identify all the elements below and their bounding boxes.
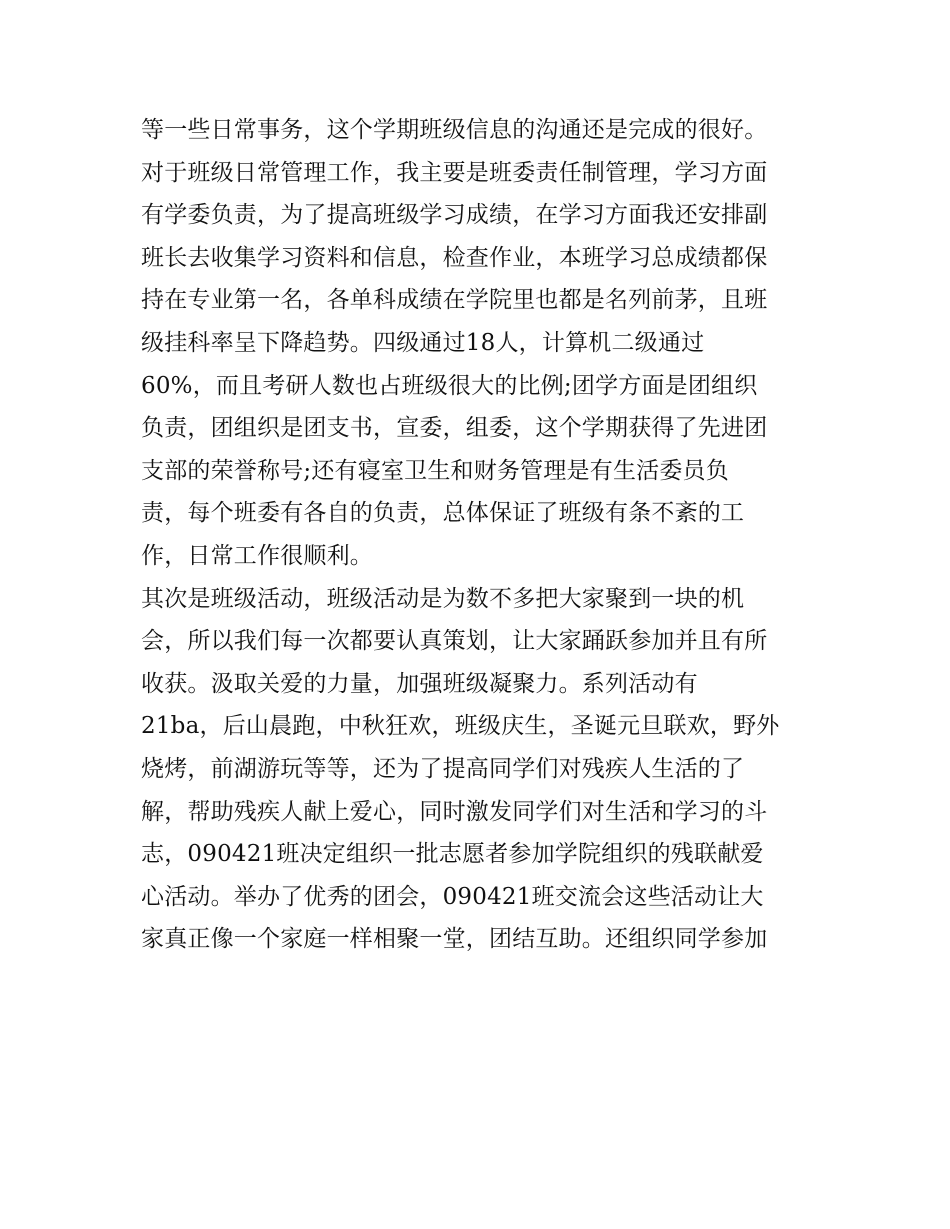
- text-line: 60%，而且考研人数也占班级很大的比例;团学方面是团组织: [141, 372, 758, 399]
- body-text: [141, 109, 821, 961]
- text-line: 收获。汲取关爱的力量，加强班级凝聚力。系列活动有: [141, 670, 698, 697]
- text-line: 班长去收集学习资料和信息，检查作业，本班学习总成绩都保: [141, 244, 768, 271]
- text-line: 21ba，后山晨跑，中秋狂欢，班级庆生，圣诞元旦联欢，野外: [141, 713, 780, 740]
- text-line: 家真正像一个家庭一样相聚一堂，团结互助。还组织同学参加: [141, 926, 768, 953]
- text-line: 责，每个班委有各自的负责，总体保证了班级有条不紊的工: [141, 500, 745, 527]
- text-line: 持在专业第一名，各单科成绩在学院里也都是名列前茅，且班: [141, 287, 768, 314]
- text-line: 解，帮助残疾人献上爱心，同时激发同学们对生活和学习的斗: [141, 798, 768, 825]
- text-line: 负责，团组织是团支书，宣委，组委，这个学期获得了先进团: [141, 415, 768, 442]
- text-line: 等一些日常事务，这个学期班级信息的沟通还是完成的很好。: [141, 117, 768, 143]
- text-line: 志，090421班决定组织一批志愿者参加学院组织的残联献爱: [141, 841, 764, 868]
- text-line: 其次是班级活动，班级活动是为数不多把大家聚到一块的机: [141, 585, 745, 612]
- text-line: 有学委负责，为了提高班级学习成绩，在学习方面我还安排副: [141, 202, 768, 229]
- text-line: 作，日常工作很顺利。: [141, 542, 373, 569]
- text-line: 心活动。举办了优秀的团会，090421班交流会这些活动让大: [141, 883, 764, 910]
- text-line: 会，所以我们每一次都要认真策划，让大家踊跃参加并且有所: [141, 628, 768, 655]
- text-line: 支部的荣誉称号;还有寝室卫生和财务管理是有生活委员负: [141, 457, 729, 484]
- text-line: 烧烤，前湖游玩等等，还为了提高同学们对残疾人生活的了: [141, 755, 745, 782]
- text-line: 对于班级日常管理工作，我主要是班委责任制管理，学习方面: [141, 159, 768, 186]
- text-line: 级挂科率呈下降趋势。四级通过18人，计算机二级通过: [141, 329, 705, 356]
